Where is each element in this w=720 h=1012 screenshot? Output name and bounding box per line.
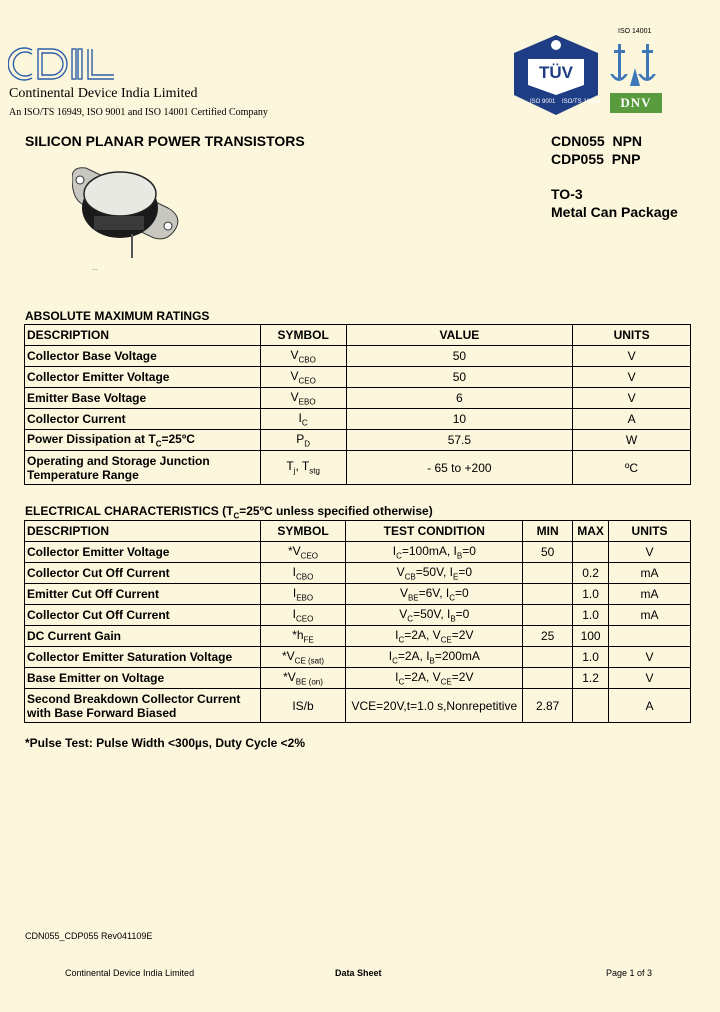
table-row: Base Emitter on Voltage $*V_{BE (on)}$ $I_C=2A$, $V_{CE}=2V$ 1.2 V bbox=[25, 668, 691, 689]
tuv-certification-badge bbox=[508, 33, 604, 117]
table-header-row bbox=[25, 325, 691, 346]
to3-package-image bbox=[72, 158, 182, 273]
elec-title: ELECTRICAL CHARACTERISTICS ($T_C=25ºC$ unless specified otherwise) bbox=[25, 504, 433, 521]
table-row: Collector Cut Off Current $I_{CEO}$ $V_C=50V$, $I_B=0$ 1.0 mA bbox=[25, 605, 691, 626]
document-id: CDN055_CDP055 Rev041109E bbox=[25, 931, 153, 941]
table-header-row: DESCRIPTION SYMBOL TEST CONDITION MIN MAX UNITS bbox=[25, 521, 691, 542]
abs-max-table bbox=[24, 324, 691, 485]
col-units: UNITS bbox=[573, 325, 691, 346]
table-row: Collector Emitter Voltage $*V_{CEO}$ $I_C=100mA$, $I_B=0$ 50 V bbox=[25, 542, 691, 563]
page-number: Page 1 of 3 bbox=[606, 968, 653, 978]
elec-table bbox=[24, 520, 691, 723]
table-row: Emitter Cut Off Current $I_{EBO}$ $V_{BE}=6V$, $I_C=0$ 1.0 mA bbox=[25, 584, 691, 605]
svg-text:CDIL: CDIL bbox=[8, 44, 11, 45]
table-row: Collector Emitter Saturation Voltage $*V_{CE (sat)}$ $I_C=2A$, $I_B=200mA$ 1.0 V bbox=[25, 647, 691, 668]
table-row: Second Breakdown Collector Current with Base Forward Biased IS/b VCE=20V,t=1.0 s,Nonrepetitive 2.87 A bbox=[25, 689, 691, 723]
package-code: TO-3 bbox=[551, 186, 583, 202]
part-number-pnp: CDP055 PNP bbox=[551, 151, 641, 167]
table-row: Collector Current $I_C$ 10 A bbox=[25, 409, 691, 430]
footer-doctype: Data Sheet bbox=[335, 968, 382, 978]
footer-company: Continental Device India Limited bbox=[65, 968, 195, 978]
col-value: VALUE bbox=[346, 325, 573, 346]
iso-label: ISO 14001 bbox=[618, 28, 652, 35]
dnv-badge: DNV bbox=[610, 93, 662, 113]
table-row: Operating and Storage Junction Temperature Range $T_j$, $T_{stg}$ - 65 to +200 ºC bbox=[25, 451, 691, 485]
col-symbol: SYMBOL bbox=[260, 325, 346, 346]
svg-text:TÜV: TÜV bbox=[539, 63, 573, 82]
col-description: DESCRIPTION bbox=[25, 325, 261, 346]
anchor-icon bbox=[606, 38, 664, 92]
pulse-test-note: *Pulse Test: Pulse Width <300µs, Duty Cycle <2% bbox=[25, 736, 306, 750]
package-description: Metal Can Package bbox=[551, 204, 678, 220]
svg-text:...: ... bbox=[92, 265, 98, 272]
part-number-npn: CDN055 NPN bbox=[551, 133, 643, 149]
table-row: Collector Base Voltage $V_{CBO}$ 50 V bbox=[25, 346, 691, 367]
company-name: Continental Device India Limited bbox=[9, 86, 198, 101]
abs-max-title: ABSOLUTE MAXIMUM RATINGS bbox=[25, 309, 210, 323]
company-subtitle: An ISO/TS 16949, ISO 9001 and ISO 14001 Certified Company bbox=[9, 107, 268, 118]
page-title: SILICON PLANAR POWER TRANSISTORS bbox=[25, 133, 305, 149]
svg-text:ISO 9001: ISO 9001 bbox=[530, 99, 556, 105]
table-row: DC Current Gain $*h_{FE}$ $I_C=2A$, $V_{CE}=2V$ 25 100 bbox=[25, 626, 691, 647]
table-row: Collector Cut Off Current $I_{CBO}$ $V_{CB}=50V$, $I_E=0$ 0.2 mA bbox=[25, 563, 691, 584]
cdil-logo bbox=[8, 44, 118, 84]
table-row: Power Dissipation at $T_C=25ºC$ $P_D$ 57.5 W bbox=[25, 430, 691, 451]
table-row: Emitter Base Voltage $V_{EBO}$ 6 V bbox=[25, 388, 691, 409]
table-row: Collector Emitter Voltage $V_{CEO}$ 50 V bbox=[25, 367, 691, 388]
svg-text:ISO/TS 16949: ISO/TS 16949 bbox=[562, 99, 601, 105]
